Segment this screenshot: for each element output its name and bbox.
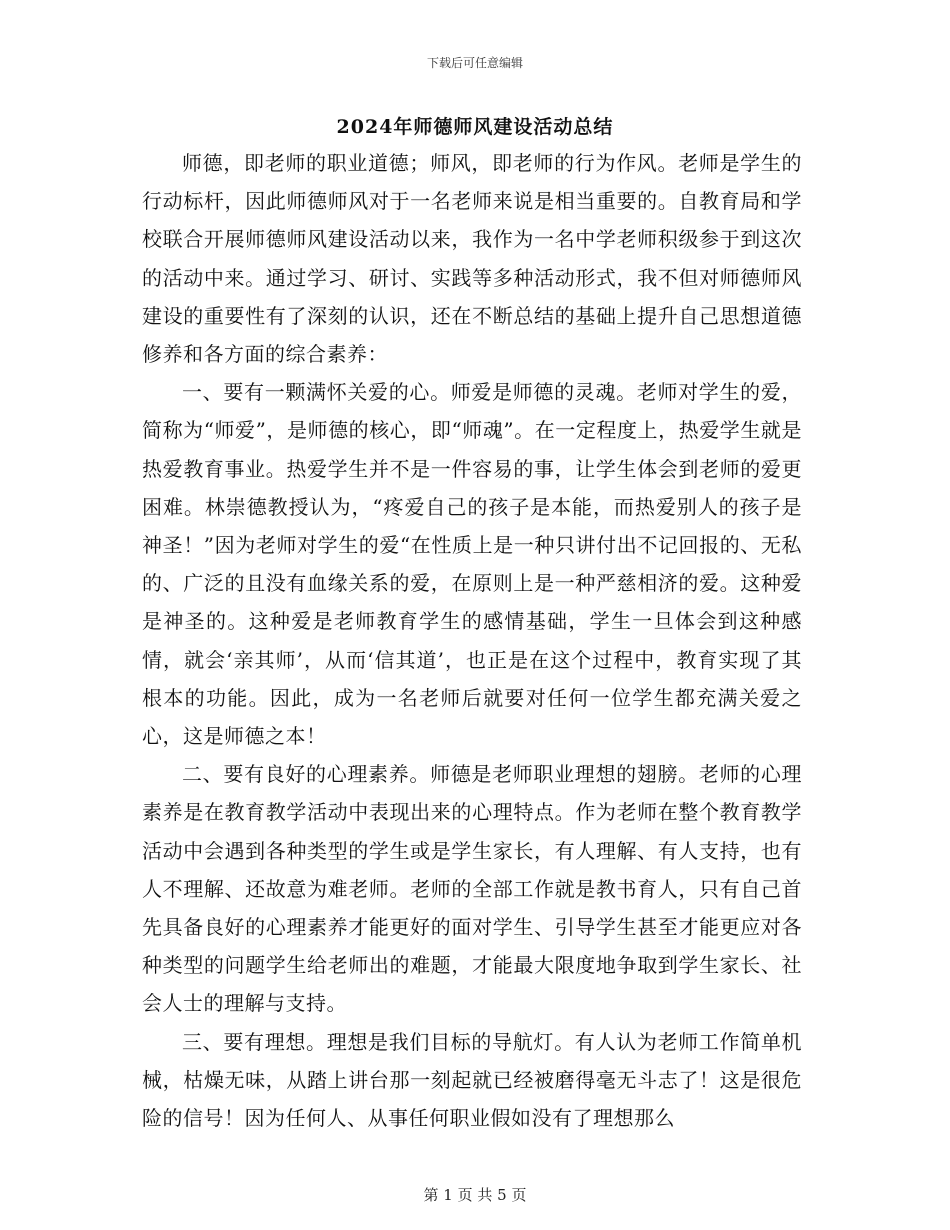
page-header-note: 下载后可任意编辑 <box>426 56 523 70</box>
page-number-footer: 第 1 页 共 5 页 <box>423 1186 527 1204</box>
paragraph-point-one: 一、要有一颗满怀关爱的心。师爱是师德的灵魂。老师对学生的爱，简称为“师爱”，是师德的核心，即“师魂”。在一定程度上，热爱学生就是热爱教育事业。热爱学生并不是一件容易的事，让学生体会到老师的爱更困难。林崇德教授认为，“疼爱自己的孩子是本能，而热爱别人的孩子是神圣！”因为老师对学生的爱“在性质上是一种只讲付出不记回报的、无私的、广泛的且没有血缘关系的爱，在原则上是一种严慈相济的爱。这种爱是神圣的。这种爱是老师教育学生的感情基础，学生一旦体会到这种感情，就会‘亲其师’，从而‘信其道’，也正是在这个过程中，教育实现了其根本的功能。因此，成为一名老师后就要对任何一位学生都充满关爱之心，这是师德之本！ <box>142 380 802 749</box>
document-title: 2024年师德师风建设活动总结 <box>336 116 614 138</box>
document-body <box>142 144 802 1137</box>
paragraph-point-two: 二、要有良好的心理素养。师德是老师职业理想的翅膀。老师的心理素养是在教育教学活动中表现出来的心理特点。作为老师在整个教育教学活动中会遇到各种类型的学生或是学生家长，有人理解、有人支持，也有人不理解、还故意为难老师。老师的全部工作就是教书育人，只有自己首先具备良好的心理素养才能更好的面对学生、引导学生甚至才能更应对各种类型的问题学生给老师出的难题，才能最大限度地争取到学生家长、社会人士的理解与支持。 <box>142 762 802 1016</box>
paragraph-point-three: 三、要有理想。理想是我们目标的导航灯。有人认为老师工作简单机械，枯燥无味，从踏上讲台那一刻起就已经被磨得毫无斗志了！这是很危险的信号！因为任何人、从事任何职业假如没有了理想那么 <box>142 1029 802 1131</box>
paragraph-intro: 师德，即老师的职业道德；师风，即老师的行为作风。老师是学生的行动标杆，因此师德师风对于一名老师来说是相当重要的。自教育局和学校联合开展师德师风建设活动以来，我作为一名中学老师积级参于到这次的活动中来。通过学习、研讨、实践等多种活动形式，我不但对师德师风建设的重要性有了深刻的认识，还在不断总结的基础上提升自己思想道德修养和各方面的综合素养： <box>142 151 802 367</box>
